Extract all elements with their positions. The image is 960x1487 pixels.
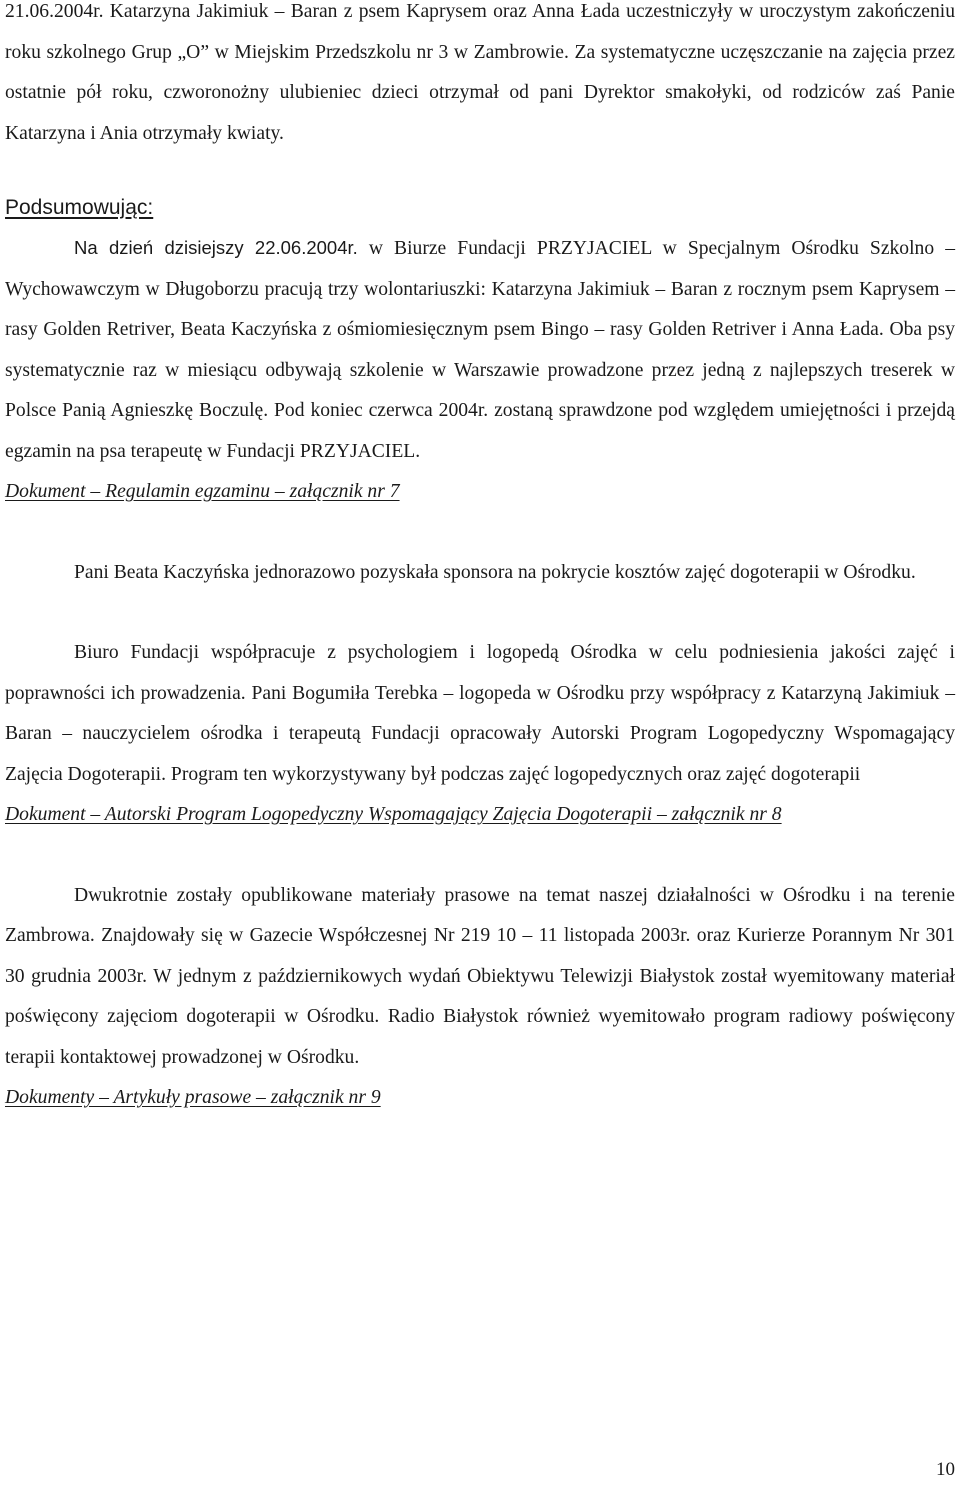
summary-heading: Podsumowując: (5, 196, 154, 219)
sponsor-paragraph: Pani Beata Kaczyńska jednorazowo pozyskała sponsora na pokrycie kosztów zajęć dogoterapii w Ośrodku. (74, 561, 916, 583)
page-number: 10 (936, 1459, 955, 1480)
press-paragraph: Dwukrotnie zostały opublikowane materiały prasowe na temat naszej działalności w Ośrodku i na terenie Zambrowa. Znajdowały się w Gazecie Współczesnej Nr 219 10 – 11 listopada 2003r. oraz Kurierze Porannym Nr 301 30 grudnia 2003r. W jednym z październikowych wydań Obiektywu Telewizji Białystok został wyemitowany materiał poświęcony zajęciom dogoterapii w Ośrodku. Radio Białystok również wyemitowało program radiowy poświęcony terapii kontaktowej prowadzonej w Ośrodku. (5, 884, 955, 1068)
summary-text: w Biurze Fundacji PRZYJACIEL w Specjalnym Ośrodku Szkolno – Wychowawczym w Długoborzu pracują trzy wolontariuszki: Katarzyna Jakimiuk – Baran z rocznym psem Kaprysem – rasy Golden Retriver, Beata Kaczyńska z ośmiomiesięcznym psem Bingo – rasy Golden Retriver i Anna Łada. Oba psy systematycznie raz w miesiącu odbywają szkolenie w Warszawie prowadzone przez jedną z najlepszych treserek w Polsce Panią Agnieszkę Boczulę. Pod koniec czerwca 2004r. zostaną sprawdzone pod względem umiejętności i przejdą egzamin na psa terapeutę w Fundacji PRZYJACIEL. (5, 238, 955, 462)
cooperation-paragraph: Biuro Fundacji współpracuje z psychologiem i logopedą Ośrodka w celu podniesienia jakości zajęć i poprawności ich prowadzenia. Pani Bogumiła Terebka – logopeda w Ośrodku przy współpracy z Katarzyną Jakimiuk – Baran – nauczycielem ośrodka i terapeutą Fundacji opracowały Autorski Program Logopedyczny Wspomagający Zajęcia Dogoterapii. Program ten wykorzystywany był podczas zajęć logopedycznych oraz zajęć dogoterapii (5, 642, 955, 785)
intro-paragraph: 21.06.2004r. Katarzyna Jakimiuk – Baran z psem Kaprysem oraz Anna Łada uczestniczyły w uroczystym zakończeniu roku szkolnego Grup „O” w Miejskim Przedszkolu nr 3 w Zambrowie. Za systematyczne uczęszczanie na zajęcia przez ostatnie pół roku, czworonożny ulubieniec dzieci otrzymał od pani Dyrektor smakołyki, od rodziców zaś Panie Katarzyna i Ania otrzymały kwiaty. (5, 1, 955, 144)
document-reference-7: Dokument – Regulamin egzaminu – załącznik nr 7 (5, 481, 400, 502)
summary-date-lead: Na dzień dzisiejszy 22.06.2004r. (74, 237, 358, 258)
summary-paragraph (5, 228, 955, 472)
document-reference-9: Dokumenty – Artykuły prasowe – załącznik nr 9 (5, 1087, 381, 1108)
document-page (5, 0, 955, 1119)
document-reference-8: Dokument – Autorski Program Logopedyczny Wspomagający Zajęcia Dogoterapii – załącznik nr 8 (5, 804, 782, 825)
